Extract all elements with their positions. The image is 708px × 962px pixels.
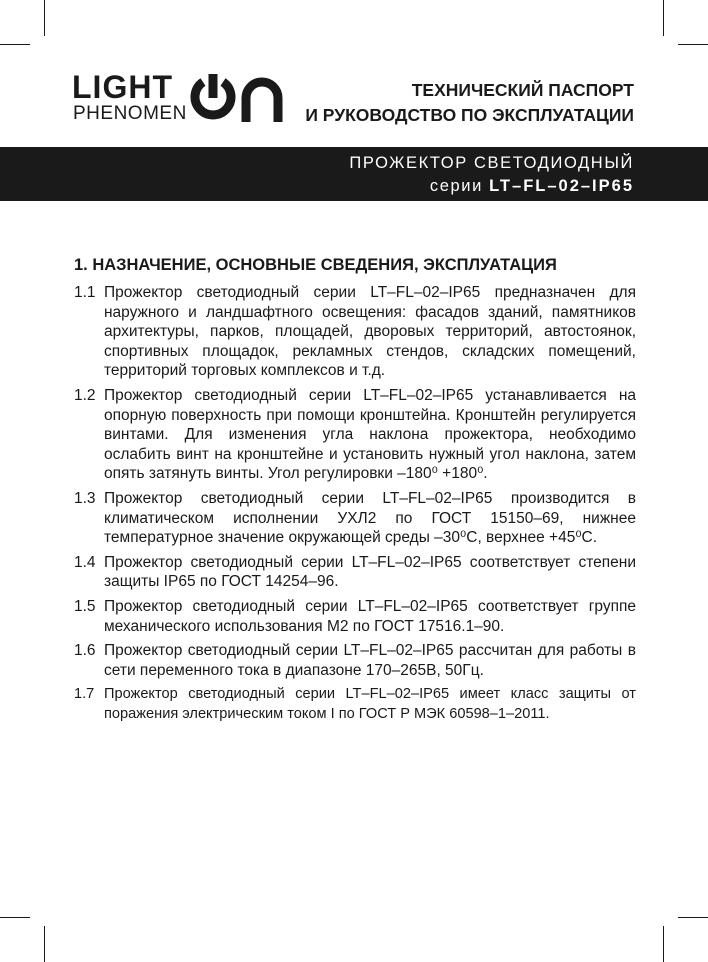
list-item [74, 283, 636, 381]
document-title-line-2: И РУКОВОДСТВО ПО ЭКСПЛУАТАЦИИ [305, 105, 634, 125]
item-number: 1.1 [74, 284, 96, 301]
list-item [74, 685, 636, 724]
series-code: LT–FL–02–IP65 [489, 177, 634, 195]
item-text: Прожектор светодиодный серии LT–FL–02–IP65 предназначен для наружного и ландшафтного освещения: фасадов зданий, памятников архитектуры, парков, площадей, дворовых территорий, автостоянок, спортивных площадок, рекламных стендов, складских помещений, территорий торговых комплексов и т.д. [104, 284, 636, 380]
item-text: Прожектор светодиодный серии LT–FL–02–IP65 рассчитан для работы в сети переменного тока в диапазоне 170–265В, 50Гц. [104, 642, 636, 679]
product-series [430, 175, 634, 197]
crop-mark-top-left-horizontal [0, 44, 30, 45]
item-text: Прожектор светодиодный серии LT–FL–02–IP65 производится в климатическом исполнении УХЛ2 по ГОСТ 15150–69, нижнее температурное значение окружающей среды –30⁰С, верхнее +45⁰С. [104, 489, 636, 547]
item-number: 1.3 [74, 489, 96, 507]
section-heading: 1. НАЗНАЧЕНИЕ, ОСНОВНЫЕ СВЕДЕНИЯ, ЭКСПЛУАТАЦИЯ [74, 256, 557, 274]
list-item [74, 386, 636, 484]
crop-mark-bottom-right-horizontal [678, 917, 708, 918]
item-number: 1.4 [74, 553, 96, 571]
list-item [74, 553, 636, 592]
item-number: 1.6 [74, 642, 96, 660]
brand-name-phenomen: PHENOMEN [73, 103, 187, 124]
on-power-icon [190, 72, 290, 124]
document-title-line-1: ТЕХНИЧЕСКИЙ ПАСПОРТ [411, 80, 634, 100]
brand-name-light: LIGHT [72, 69, 173, 105]
item-text: Прожектор светодиодный серии LT–FL–02–IP65 имеет класс защиты от поражения электрическим током I по ГОСТ Р МЭК 60598–1–2011. [104, 686, 636, 722]
brand-logo [72, 70, 292, 130]
list-item [74, 489, 636, 548]
crop-mark-bottom-left-horizontal [0, 917, 30, 918]
crop-mark-top-right-vertical [663, 0, 664, 36]
crop-mark-bottom-right-vertical [663, 926, 664, 962]
list-item [74, 597, 636, 636]
crop-mark-top-left-vertical [44, 0, 45, 36]
item-number: 1.7 [74, 686, 95, 703]
product-band [0, 147, 708, 201]
item-number: 1.2 [74, 386, 96, 404]
item-number: 1.5 [74, 597, 96, 615]
product-name: ПРОЖЕКТОР СВЕТОДИОДНЫЙ [349, 154, 634, 172]
item-text: Прожектор светодиодный серии LT–FL–02–IP65 соответствует группе механического использования М2 по ГОСТ 17516.1–90. [104, 597, 636, 635]
document-title [305, 78, 634, 128]
list-item [74, 641, 636, 680]
crop-mark-bottom-left-vertical [44, 926, 45, 962]
series-prefix: серии [429, 177, 483, 195]
section-items [74, 283, 636, 729]
item-text: Прожектор светодиодный серии LT–FL–02–IP65 устанавливается на опорную поверхность при помощи кронштейна. Кронштейн регулируется винтами. Для изменения угла наклона прожектора, необходимо ослабить винт на кронштейне и установить нужный угол наклона, затем опять затянуть винты. Угол регулировки –180⁰ +180⁰. [104, 386, 636, 483]
item-text: Прожектор светодиодный серии LT–FL–02–IP65 соответствует степени защиты IP65 по ГОСТ 14254–96. [104, 553, 636, 591]
crop-mark-top-right-horizontal [678, 44, 708, 45]
